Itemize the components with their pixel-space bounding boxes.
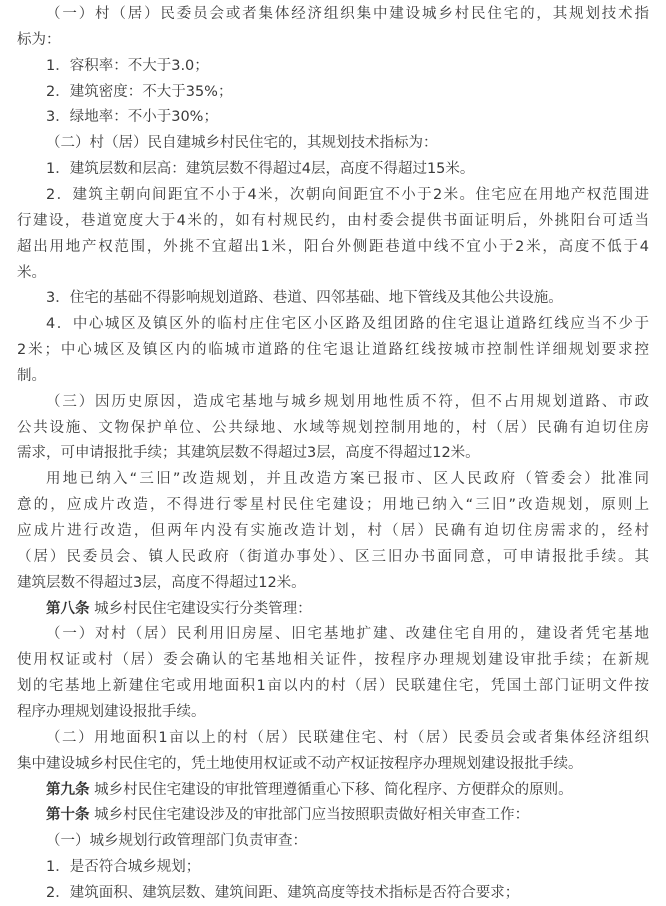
- text-line: [17, 209, 649, 233]
- text-line: [17, 338, 649, 362]
- line-text: 划的宅基地上新建住宅或用地面积1亩以内的村（居）民联建住宅，凭国土部门证明文件按: [17, 678, 649, 695]
- line-text: 2米；中心城区及镇区内的临城市道路的住宅退让道路红线按城市控制性详细规划要求控: [17, 342, 649, 359]
- line-text: （二）村（居）民自建城乡村民住宅的，其规划技术指标为：: [46, 135, 438, 152]
- text-line: [46, 312, 649, 336]
- article-line: [46, 803, 649, 827]
- line-text: 城乡村民住宅建设实行分类管理：: [94, 600, 312, 617]
- text-line: [17, 752, 649, 776]
- line-text: （三）因历史原因，造成宅基地与城乡规划用地性质不符，但不占用规划道路、市政: [46, 393, 649, 410]
- line-text: 用地已纳入“三旧”改造规划，并且改造方案已报市、区人民政府（管委会）批准同: [46, 471, 649, 488]
- text-line: [46, 105, 649, 129]
- line-text: 2．建筑主朝向间距宜不小于4米，次朝向间距宜不小于2米。住宅应在用地产权范围进: [46, 186, 649, 203]
- text-line: [46, 80, 649, 104]
- line-text: 意的，应成片改造，不得进行零星村民住宅建设；用地已纳入“三旧”改造规划，原则上: [17, 497, 649, 514]
- text-line: [17, 235, 649, 259]
- article-line: [46, 597, 649, 621]
- line-text: 公共设施、文物保护单位、公共绿地、水域等规划控制用地的，村（居）民确有迫切住房: [17, 419, 649, 436]
- line-text: 城乡村民住宅建设涉及的审批部门应当按照职责做好相关审查工作：: [94, 807, 530, 824]
- line-text: 3．绿地率：不小于30%；: [46, 109, 218, 126]
- line-text: 标为：: [17, 31, 61, 48]
- text-line: [17, 364, 649, 388]
- text-line: [17, 674, 649, 698]
- text-line: [46, 183, 649, 207]
- line-text: 2．建筑密度：不大于35%；: [46, 83, 233, 100]
- line-text: 建筑层数不得超过3层，高度不得超过12米。: [17, 574, 306, 591]
- text-line: [17, 416, 649, 440]
- line-text: 应成片进行改造，但两年内没有实施改造计划，村（居）民确有迫切住房需求的，经村: [17, 523, 649, 539]
- text-line: [17, 441, 649, 465]
- line-text: 1．建筑层数和层高：建筑层数不得超过4层，高度不得超过15米。: [46, 161, 475, 178]
- line-text: 制。: [17, 367, 46, 384]
- text-line: [46, 157, 649, 181]
- line-text: 3．住宅的基础不得影响规划道路、巷道、四邻基础、地下管线及其他公共设施。: [46, 290, 563, 307]
- text-line: [46, 54, 649, 78]
- text-line: [17, 571, 649, 595]
- article-number: 第八条: [46, 600, 90, 617]
- text-line: [46, 622, 649, 646]
- text-line: [17, 493, 649, 517]
- text-line: [46, 855, 649, 879]
- line-text: （一）对村（居）民利用旧房屋、旧宅基地扩建、改建住宅自用的，建设者凭宅基地: [46, 626, 649, 643]
- text-line: [46, 286, 649, 310]
- text-line: [17, 519, 649, 543]
- text-line: [46, 726, 649, 750]
- line-text: 2．建筑面积、建筑层数、建筑间距、建筑高度等技术指标是否符合要求；: [46, 884, 520, 901]
- text-line: [46, 881, 649, 905]
- line-text: 米。: [17, 264, 46, 281]
- article-number: 第十条: [46, 807, 90, 824]
- text-line: [17, 261, 649, 285]
- text-line: [17, 648, 649, 672]
- line-text: 城乡村民住宅建设的审批管理遵循重心下移、简化程序、方便群众的原则。: [94, 781, 573, 798]
- article-line: [46, 778, 649, 802]
- line-text: 1．是否符合城乡规划；: [46, 859, 201, 876]
- line-text: （居）民委员会、镇人民政府（街道办事处）、区三旧办书面同意，可申请报批手续。其: [17, 548, 649, 565]
- text-line: [17, 28, 649, 52]
- line-text: 需求，可申请报批手续；其建筑层数不得超过3层，高度不得超过12米。: [17, 445, 480, 462]
- line-text: 程序办理规划建设报批手续。: [17, 703, 206, 720]
- line-text: 使用权证或村（居）委会确认的宅基地相关证件，按程序办理规划建设审批手续；在新规: [17, 652, 649, 669]
- text-line: [46, 467, 649, 491]
- article-number: 第九条: [46, 781, 90, 798]
- line-text: （二）用地面积1亩以上的村（居）民联建住宅、村（居）民委员会或者集体经济组织: [46, 729, 649, 746]
- line-text: 1．容积率：不大于3.0；: [46, 57, 209, 74]
- text-line: [17, 700, 649, 724]
- text-line: [46, 2, 649, 26]
- line-text: 超出用地产权范围，外挑不宜超出1米，阳台外侧距巷道中线不宜小于2米，高度不低于4: [17, 238, 649, 255]
- line-text: （一）城乡规划行政管理部门负责审查：: [46, 833, 307, 850]
- line-text: （一）村（居）民委员会或者集体经济组织集中建设城乡村民住宅的，其规划技术指: [46, 6, 649, 22]
- line-text: 行建设，巷道宽度大于4米的，如有村规民约，由村委会提供书面证明后，外挑阳台可适当: [17, 212, 649, 229]
- text-line: [46, 131, 649, 155]
- text-line: [46, 829, 649, 853]
- line-text: 4．中心城区及镇区外的临村庄住宅区小区路及组团路的住宅退让道路红线应当不少于: [46, 316, 649, 333]
- text-line: [17, 545, 649, 569]
- text-line: [46, 390, 649, 414]
- line-text: 集中建设城乡村民住宅的，凭土地使用权证或不动产权证按程序办理规划建设报批手续。: [17, 755, 583, 772]
